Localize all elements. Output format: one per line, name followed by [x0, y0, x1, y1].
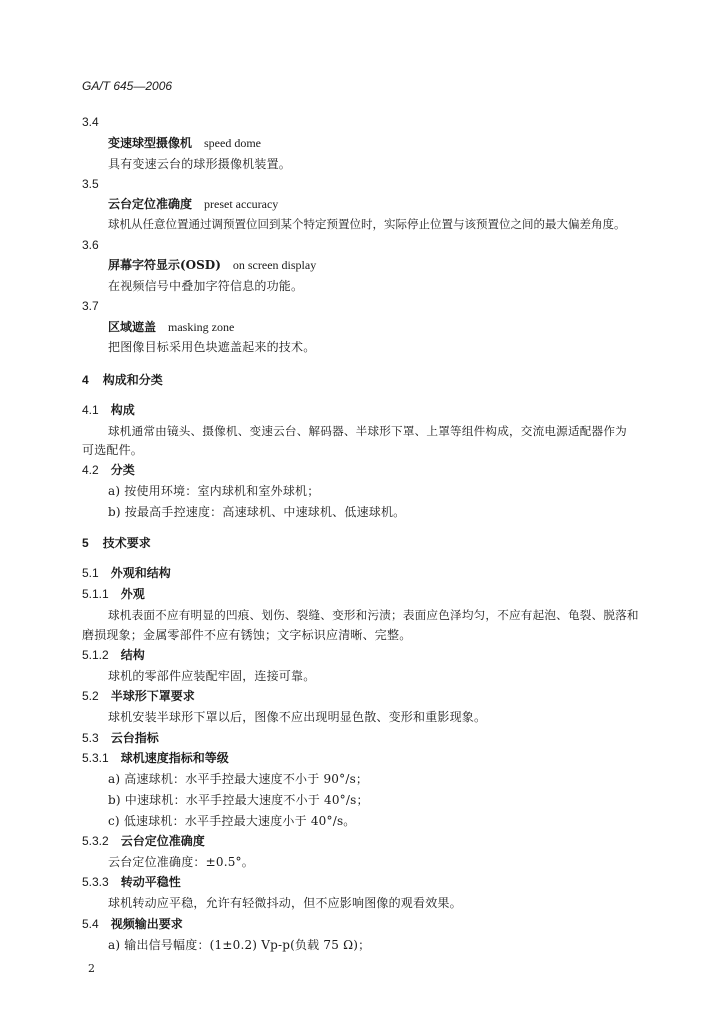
term-heading	[108, 197, 278, 211]
list-item: b) 中速球机：水平手控最大速度不小于 40°/s；	[108, 793, 369, 807]
clause-number: 3.6	[82, 238, 99, 252]
term-heading	[108, 136, 261, 150]
term-chinese: 屏幕字符显示(OSD)	[108, 258, 221, 272]
term-definition: 具有变速云台的球形摄像机装置。	[108, 157, 292, 171]
subsection-title: 结构	[120, 648, 145, 662]
paragraph-line: 球机安装半球形下罩以后，图像不应出现明显色散、变形和重影现象。	[108, 710, 487, 724]
section-title: 构成和分类	[102, 373, 163, 387]
paragraph-line: 可选配件。	[82, 443, 144, 457]
page-number: 2	[88, 962, 95, 975]
subsection-title: 转动平稳性	[120, 875, 181, 889]
subsection-title: 云台定位准确度	[120, 834, 205, 848]
term-definition: 在视频信号中叠加字符信息的功能。	[108, 279, 304, 293]
subsection-heading	[82, 875, 181, 889]
list-item: b) 按最高手控速度：高速球机、中速球机、低速球机。	[108, 505, 406, 519]
paragraph-line: 球机转动应平稳，允许有轻微抖动，但不应影响图像的观看效果。	[108, 896, 462, 910]
subsection-number: 4.1	[82, 403, 99, 417]
subsection-number: 5.1	[82, 566, 99, 580]
subsection-heading	[82, 587, 145, 601]
subsection-heading	[82, 689, 195, 703]
section-heading	[82, 373, 163, 387]
paragraph-line: 球机表面不应有明显的凹痕、划伤、裂缝、变形和污渍；表面应色泽均匀，不应有起泡、龟裂、脱落和	[108, 608, 639, 622]
subsection-number: 5.3.2	[82, 834, 109, 848]
subsection-number: 4.2	[82, 463, 99, 477]
list-item: a) 按使用环境：室内球机和室外球机；	[108, 484, 320, 498]
subsection-heading	[82, 403, 135, 417]
clause-number: 3.4	[82, 115, 99, 129]
paragraph-line: 球机通常由镜头、摄像机、变速云台、解码器、半球形下罩、上罩等组件构成，交流电源适配器作为	[108, 424, 627, 438]
standard-header: GA/T 645—2006	[82, 79, 173, 93]
subsection-number: 5.2	[82, 689, 99, 703]
subsection-title: 半球形下罩要求	[110, 689, 195, 703]
subsection-title: 视频输出要求	[110, 917, 183, 931]
section-title: 技术要求	[102, 536, 151, 550]
subsection-heading	[82, 566, 171, 580]
subsection-number: 5.3.3	[82, 875, 109, 889]
subsection-number: 5.1.1	[82, 587, 109, 601]
subsection-number: 5.1.2	[82, 648, 109, 662]
subsection-heading	[82, 731, 159, 745]
subsection-heading	[82, 917, 183, 931]
subsection-heading	[82, 648, 145, 662]
section-number: 4	[82, 373, 89, 387]
clause-number: 3.5	[82, 177, 99, 191]
subsection-heading	[82, 751, 229, 765]
list-item: a) 输出信号幅度：(1±0.2) Vp-p(负载 75 Ω)；	[108, 938, 371, 952]
subsection-title: 分类	[110, 463, 135, 477]
subsection-title: 云台指标	[110, 731, 159, 745]
term-english: preset accuracy	[204, 197, 279, 211]
subsection-title: 外观和结构	[110, 566, 171, 580]
list-item: c) 低速球机：水平手控最大速度小于 40°/s。	[108, 814, 356, 828]
subsection-number: 5.3	[82, 731, 99, 745]
term-heading	[108, 258, 316, 272]
term-heading	[108, 320, 234, 334]
section-number: 5	[82, 536, 89, 550]
subsection-number: 5.4	[82, 917, 99, 931]
subsection-title: 外观	[120, 587, 145, 601]
term-english: speed dome	[204, 136, 261, 150]
term-definition: 球机从任意位置通过调预置位回到某个特定预置位时，实际停止位置与该预置位之间的最大偏差角度。	[108, 217, 626, 231]
term-english: masking zone	[168, 320, 235, 334]
subsection-title: 球机速度指标和等级	[120, 751, 229, 765]
subsection-heading	[82, 834, 205, 848]
subsection-heading	[82, 463, 135, 477]
paragraph-line: 云台定位准确度：±0.5°。	[108, 855, 254, 869]
term-english: on screen display	[232, 258, 317, 272]
subsection-number: 5.3.1	[82, 751, 109, 765]
subsection-title: 构成	[110, 403, 135, 417]
term-definition: 把图像目标采用色块遮盖起来的技术。	[108, 340, 316, 354]
paragraph-line: 球机的零部件应装配牢固，连接可靠。	[108, 669, 316, 683]
list-item: a) 高速球机：水平手控最大速度不小于 90°/s；	[108, 772, 369, 786]
section-heading	[82, 536, 151, 550]
term-chinese: 区域遮盖	[108, 320, 157, 334]
term-chinese: 云台定位准确度	[108, 197, 193, 211]
paragraph-line: 磨损现象；金属零部件不应有锈蚀；文字标识应清晰、完整。	[82, 628, 412, 642]
term-chinese: 变速球型摄像机	[108, 136, 193, 150]
clause-number: 3.7	[82, 299, 99, 313]
